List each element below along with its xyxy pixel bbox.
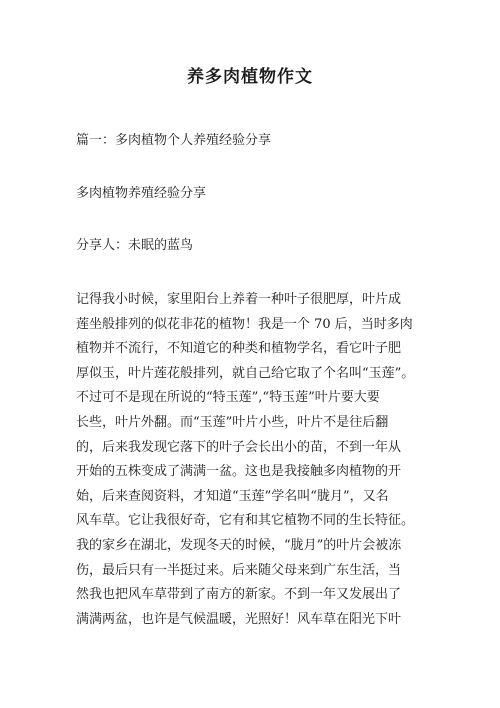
body-line: 然我也把风车草带到了南方的新家。不到一年又发展出了	[76, 587, 402, 603]
body-line: 满满两盆，也许是气候温暖，光照好！风车草在阳光下叶	[76, 611, 402, 627]
body-line: 厚似玉，叶片莲花般排列，就自己给它取了个名叫“玉莲”。	[76, 365, 415, 381]
body-line: 伤，最后只有一半挺过来。后来随父母来到广东生活，当	[76, 562, 402, 578]
body-line: 我的家乡在湖北，发现冬天的时候，“胧月”的叶片会被冻	[76, 537, 402, 553]
body-line: 记得我小时候，家里阳台上养着一种叶子很肥厚，叶片成	[76, 292, 402, 307]
body-line: 始，后来查阅资料，才知道“玉莲”学名叫“胧月”，又名	[76, 488, 389, 504]
body-line: 开始的五株变成了满满一盆。这也是我接触多肉植物的开	[76, 464, 402, 480]
body-line: 的，后来我发现它落下的叶子会长出小的苗，不到一年从	[76, 439, 402, 455]
sharer-line: 分享人：未眠的蓝鸟	[76, 238, 194, 253]
body-line: 长些，叶片外翻。而“玉莲”叶片小些，叶片不是往后翻	[76, 414, 389, 430]
body-line: 风车草。它让我很好奇，它有和其它植物不同的生长特征。	[76, 513, 415, 529]
body-line: 植物并不流行，不知道它的种类和植物学名，看它叶子肥	[76, 341, 402, 357]
body-line: 莲坐般排列的似花非花的植物！我是一个 70 后，当时多肉	[76, 316, 413, 332]
document-subtitle: 多肉植物养殖经验分享	[76, 186, 207, 201]
document-title: 养多肉植物作文	[187, 67, 313, 87]
body-line: 不过可不是现在所说的“特玉莲”,“特玉莲”叶片要大要	[76, 390, 380, 406]
section-heading: 篇一：多肉植物个人养殖经验分享	[76, 133, 272, 148]
body-paragraph	[76, 288, 426, 632]
